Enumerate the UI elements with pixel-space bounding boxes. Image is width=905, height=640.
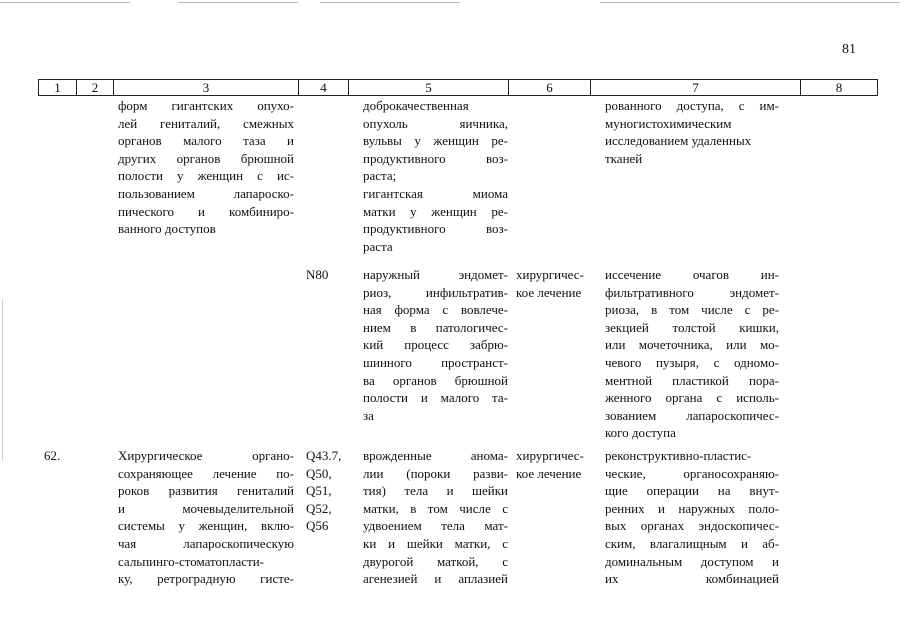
text-line: тканей [605,150,643,166]
header-cell-4: 4 [299,80,349,95]
text-line: лии (пороки разви- [363,465,508,481]
text-line: ванного доступов [118,221,216,237]
header-cell-3: 3 [114,80,299,95]
text-line: их комбинацией [605,571,779,587]
text-line: опухоль яичника, [363,115,508,131]
text-line: шинного пространст- [363,354,508,370]
text-line: N80 [306,267,329,282]
text-line: лей гениталий, смежных [118,115,294,131]
header-cell-2: 2 [77,80,114,95]
text-line: органов малого таза и [118,133,294,149]
text-line: зекцией толстой кишки, [605,319,779,335]
row2-col5 [363,266,508,424]
text-line: риоза, в том числе с ре- [605,302,779,318]
text-line: ки и шейки матки, с [363,535,508,551]
text-line: ная форма с вовлече- [363,302,508,318]
page-number: 81 [842,42,856,57]
header-cell-6: 6 [509,80,591,95]
text-line: гигантская миома [363,185,508,201]
row3-col7 [605,447,779,588]
text-line: чая лапароскопическую [118,535,294,551]
text-line: удвоением тела мат- [363,518,508,534]
text-line: доброкачественная [363,98,469,113]
text-line: риоз, инфильтратив- [363,284,508,300]
text-line: врожденные анома- [363,448,508,463]
text-line: роков развития гениталий [118,483,294,499]
text-line: полости и малого та- [363,390,508,406]
text-line: сохраняющее лечение по- [118,465,294,481]
text-line: пользованием лапароско- [118,185,294,201]
text-line: продуктивного воз- [363,150,508,166]
text-line: Q50, [306,465,332,481]
text-line: вульвы у женщин ре- [363,133,508,149]
text-line: исследованием удаленных [605,133,752,149]
text-line: ренних и наружных поло- [605,500,779,516]
text-line: или мочеточника, или мо- [605,337,779,353]
text-line: тия) тела и шейки [363,483,508,499]
text-line: хирургичес- [516,267,584,282]
header-cell-7: 7 [591,80,801,95]
row2-col6 [516,266,598,301]
text-line: рованного доступа, с им- [605,98,779,113]
text-line: форм гигантских опухо- [118,98,294,113]
text-line: двурогой маткой, с [363,553,508,569]
text-line: хирургичес- [516,448,584,463]
text-line: вых органах эндоскопичес- [605,518,779,534]
table-header-row [38,79,878,96]
text-line: Q56 [306,518,329,534]
text-line: ментной пластикой пора- [605,372,779,388]
scan-artifact-line [2,300,3,460]
row2-col4 [306,266,352,284]
text-line: ским, влагалищным и аб- [605,535,779,551]
text-line: муногистохимическим [605,115,732,131]
text-line: нием в патологичес- [363,319,508,335]
row3-col4 [306,447,352,535]
header-cell-1: 1 [39,80,77,95]
text-line: за [363,407,374,423]
text-line: реконструктивно-пластис- [605,448,752,463]
text-line: Q52, [306,500,332,516]
text-line: системы у женщин, вклю- [118,518,294,534]
row2-col7 [605,266,779,442]
scan-artifact-line [320,2,460,3]
text-line: ва органов брюшной [363,372,508,388]
text-line: Q43.7, [306,448,342,463]
text-line: кий процесс забрю- [363,337,508,353]
scan-artifact-line [178,2,298,3]
text-line: сальпинго-стоматопласти- [118,553,265,569]
scan-artifact-line [0,2,130,3]
text-line: продуктивного воз- [363,221,508,237]
row3-col1 [44,447,74,465]
text-line: и мочевыделительной [118,500,294,516]
text-line: кое лечение [516,465,582,481]
row-number: 62. [44,448,61,463]
header-cell-5: 5 [349,80,509,95]
text-line: фильтративного эндомет- [605,284,779,300]
text-line: агенезией и аплазией [363,571,508,587]
row1-col3 [118,97,294,238]
text-line: Q51, [306,483,332,499]
text-line: раста [363,238,393,254]
text-line: чевого пузыря, с одномо- [605,354,779,370]
text-line: раста; [363,168,397,184]
row1-col5 [363,97,508,255]
text-line: зованием лапароскопичес- [605,407,779,423]
text-line: кое лечение [516,284,582,300]
text-line: доминальным доступом и [605,553,779,569]
text-line: щие операции на внут- [605,483,779,499]
header-cell-8: 8 [835,80,843,95]
text-line: полости у женщин с ис- [118,168,294,184]
text-line: ку, ретроградную гисте- [118,571,294,587]
text-line: других органов брюшной [118,150,294,166]
row1-col7 [605,97,779,167]
text-line: кого доступа [605,425,676,441]
scan-artifact-line [600,2,900,3]
text-line: женного органа с исполь- [605,390,779,406]
text-line: матки у женщин ре- [363,203,508,219]
text-line: пического и комбиниро- [118,203,294,219]
text-line: наружный эндомет- [363,267,508,282]
text-line: ческие, органосохраняю- [605,465,779,481]
row3-col6 [516,447,598,482]
text-line: матки, в том числе с [363,500,508,516]
text-line: Хирургическое органо- [118,448,294,463]
text-line: иссечение очагов ин- [605,267,779,282]
row3-col5 [363,447,508,588]
row3-col3 [118,447,294,588]
